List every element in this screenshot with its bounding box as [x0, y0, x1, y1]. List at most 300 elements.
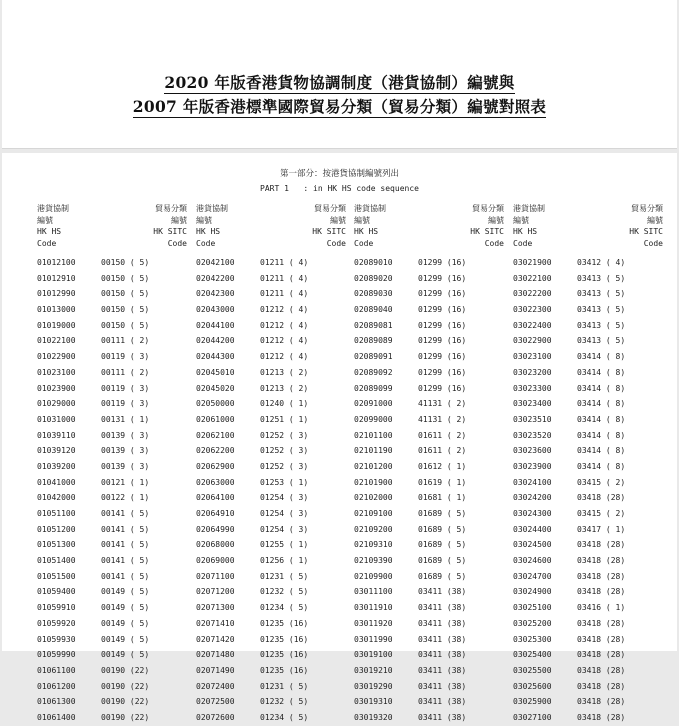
- column-header-row: [354, 203, 504, 215]
- table-row: [354, 459, 504, 475]
- sitc-header-label: 貿易分類: [631, 204, 663, 213]
- sitc-code: 03411 (38): [418, 587, 467, 597]
- sitc-code: 01253 ( 1): [260, 477, 309, 487]
- sitc-code: 00149 ( 5): [101, 618, 150, 628]
- sitc-code: 03415 ( 2): [577, 477, 626, 487]
- hs-header-label: Code: [513, 238, 533, 248]
- sitc-code: 03418 (28): [577, 493, 626, 503]
- table-row: [196, 333, 346, 349]
- table-row: [513, 255, 663, 271]
- sitc-code: 01299 (16): [418, 273, 467, 283]
- hs-code: 03024500: [513, 540, 552, 550]
- hs-code: 01023900: [37, 383, 76, 393]
- sitc-code: 00139 ( 3): [101, 461, 150, 471]
- sitc-code: 03414 ( 8): [577, 383, 626, 393]
- table-row: [37, 302, 187, 318]
- sitc-code: 01299 (16): [418, 352, 467, 362]
- hs-code: 03024200: [513, 493, 552, 503]
- hs-code: 02044200: [196, 336, 235, 346]
- column-header-row: [513, 238, 663, 250]
- hs-code: 03023510: [513, 414, 552, 424]
- table-row: [354, 569, 504, 585]
- table-row: [196, 271, 346, 287]
- hs-code: 02042100: [196, 258, 235, 267]
- sitc-code: 03413 ( 5): [577, 289, 626, 299]
- table-row: [354, 647, 504, 663]
- sitc-code: 01212 ( 4): [260, 305, 309, 315]
- sitc-code: 00122 ( 1): [101, 493, 150, 503]
- hs-code: 01022100: [37, 336, 76, 346]
- sitc-header-label: HK SITC: [629, 227, 663, 236]
- table-row: [196, 569, 346, 585]
- sitc-code: 00190 (22): [101, 665, 150, 675]
- sitc-code: 01211 ( 4): [260, 273, 309, 283]
- sitc-code: 03411 (38): [418, 697, 467, 707]
- table-row: [513, 381, 663, 397]
- hs-header-label: 港貨協制: [354, 204, 386, 213]
- sitc-header-label: 貿易分類: [314, 204, 346, 213]
- table-row: [513, 412, 663, 428]
- sitc-code: 03413 ( 5): [577, 320, 626, 330]
- hs-header-label: 編號: [37, 215, 53, 225]
- document-title-line-2: 2007 年版香港標準國際貿易分類（貿易分類）編號對照表: [132, 97, 547, 116]
- hs-code: 01012100: [37, 258, 76, 267]
- hs-code: 01051100: [37, 509, 76, 518]
- hs-code: 02064910: [196, 509, 235, 518]
- sitc-header-label: 編號: [330, 215, 346, 225]
- sitc-code: 00149 ( 5): [101, 587, 150, 597]
- part-subheading: PART 1 : in HK HS code sequence: [260, 184, 419, 193]
- hs-code: 02045010: [196, 367, 235, 377]
- column-header-row: [37, 238, 187, 250]
- hs-code: 02089010: [354, 258, 393, 267]
- table-column: [354, 153, 504, 722]
- table-row: [513, 679, 663, 695]
- table-row: [513, 663, 663, 679]
- sitc-header-label: 編號: [171, 215, 187, 225]
- sitc-code: 00141 ( 5): [101, 571, 150, 581]
- sitc-code: 03414 ( 8): [577, 352, 626, 362]
- table-row: [37, 490, 187, 506]
- table-row: [513, 302, 663, 318]
- table-row: [196, 443, 346, 459]
- sitc-header-label: HK SITC: [312, 227, 346, 236]
- hs-code: 01059910: [37, 603, 76, 613]
- hs-code: 02071200: [196, 587, 235, 597]
- hs-code: 03024900: [513, 587, 552, 597]
- table-row: [196, 459, 346, 475]
- hs-header-label: 港貨協制: [196, 204, 228, 213]
- sitc-code: 01299 (16): [418, 289, 467, 299]
- sitc-code: 01211 ( 4): [260, 258, 309, 267]
- hs-code: 01029000: [37, 399, 76, 409]
- sitc-code: 01254 ( 3): [260, 524, 309, 534]
- hs-header-label: HK HS: [513, 227, 538, 236]
- hs-code: 02109310: [354, 540, 393, 550]
- table-row: [37, 679, 187, 695]
- table-row: [513, 349, 663, 365]
- hs-code: 03022200: [513, 289, 552, 299]
- hs-code: 03024100: [513, 477, 552, 487]
- hs-code: 02072400: [196, 681, 235, 691]
- hs-code: 01012910: [37, 273, 76, 283]
- sitc-code: 01689 ( 5): [418, 540, 467, 550]
- hs-code: 02069000: [196, 556, 235, 566]
- hs-code: 03019210: [354, 665, 393, 675]
- sitc-code: 01299 (16): [418, 258, 467, 267]
- table-row: [196, 428, 346, 444]
- table-row: [513, 333, 663, 349]
- table-row: [354, 302, 504, 318]
- hs-code: 02061000: [196, 414, 235, 424]
- table-row: [354, 616, 504, 632]
- sitc-code: 03411 (38): [418, 665, 467, 675]
- table-row: [37, 663, 187, 679]
- sitc-code: 01611 ( 2): [418, 430, 467, 440]
- table-row: [513, 710, 663, 726]
- hs-header-label: Code: [354, 238, 374, 248]
- hs-code: 01031000: [37, 414, 76, 424]
- hs-code: 03011990: [354, 634, 393, 644]
- sitc-code: 01235 (16): [260, 618, 309, 628]
- table-row: [354, 396, 504, 412]
- hs-code: 01061200: [37, 681, 76, 691]
- hs-header-label: 港貨協制: [37, 204, 69, 213]
- sitc-code: 03416 ( 1): [577, 603, 626, 613]
- hs-code: 03019310: [354, 697, 393, 707]
- table-row: [354, 412, 504, 428]
- sitc-code: 41131 ( 2): [418, 414, 467, 424]
- column-header-row: [37, 226, 187, 238]
- sitc-header-label: HK SITC: [153, 227, 187, 236]
- hs-code: 02071100: [196, 571, 235, 581]
- sitc-code: 03414 ( 8): [577, 367, 626, 377]
- sitc-code: 00111 ( 2): [101, 367, 150, 377]
- table-row: [37, 412, 187, 428]
- sitc-code: 01681 ( 1): [418, 493, 467, 503]
- table-row: [513, 569, 663, 585]
- hs-code: 02062900: [196, 461, 235, 471]
- sitc-code: 01235 (16): [260, 650, 309, 660]
- table-row: [354, 318, 504, 334]
- table-row: [196, 475, 346, 491]
- table-row: [354, 255, 504, 271]
- table-row: [354, 553, 504, 569]
- hs-code: 01019000: [37, 320, 76, 330]
- sitc-code: 03418 (28): [577, 571, 626, 581]
- hs-code: 03024300: [513, 509, 552, 518]
- hs-code: 03023200: [513, 367, 552, 377]
- sitc-code: 01256 ( 1): [260, 556, 309, 566]
- table-row: [354, 475, 504, 491]
- table-column: [196, 153, 346, 722]
- table-row: [196, 616, 346, 632]
- table-row: [196, 522, 346, 538]
- hs-code: 01022900: [37, 352, 76, 362]
- table-row: [37, 632, 187, 648]
- sitc-code: 03418 (28): [577, 556, 626, 566]
- table-row: [354, 710, 504, 726]
- sitc-code: 03418 (28): [577, 681, 626, 691]
- column-header-row: [513, 226, 663, 238]
- table-row: [196, 584, 346, 600]
- hs-code: 02072600: [196, 712, 235, 722]
- column-header-row: [196, 226, 346, 238]
- hs-code: 01061300: [37, 697, 76, 707]
- table-row: [37, 475, 187, 491]
- table-row: [196, 318, 346, 334]
- hs-code: 01042000: [37, 493, 76, 503]
- hs-code: 03025200: [513, 618, 552, 628]
- sitc-code: 00141 ( 5): [101, 556, 150, 566]
- hs-code: 01061400: [37, 712, 76, 722]
- table-row: [196, 286, 346, 302]
- column-header-row: [354, 215, 504, 227]
- sitc-code: 01299 (16): [418, 336, 467, 346]
- sitc-code: 01212 ( 4): [260, 352, 309, 362]
- table-row: [513, 396, 663, 412]
- sitc-code: 01689 ( 5): [418, 571, 467, 581]
- hs-code: 01051200: [37, 524, 76, 534]
- sitc-code: 01232 ( 5): [260, 587, 309, 597]
- hs-code: 02109390: [354, 556, 393, 566]
- hs-code: 03022900: [513, 336, 552, 346]
- table-row: [513, 600, 663, 616]
- hs-code: 03025100: [513, 603, 552, 613]
- hs-code: 03024400: [513, 524, 552, 534]
- hs-code: 01013000: [37, 305, 76, 315]
- hs-code: 02091000: [354, 399, 393, 409]
- table-row: [196, 632, 346, 648]
- hs-code: 01051300: [37, 540, 76, 550]
- sitc-header-label: Code: [484, 238, 504, 248]
- sitc-code: 01235 (16): [260, 634, 309, 644]
- hs-code: 02045020: [196, 383, 235, 393]
- sitc-code: 01299 (16): [418, 367, 467, 377]
- sitc-code: 01232 ( 5): [260, 697, 309, 707]
- hs-code: 03023900: [513, 461, 552, 471]
- table-row: [37, 255, 187, 271]
- sitc-code: 01213 ( 2): [260, 367, 309, 377]
- sitc-code: 01234 ( 5): [260, 603, 309, 613]
- hs-code: 02099000: [354, 414, 393, 424]
- code-list: [354, 255, 504, 726]
- table-row: [513, 616, 663, 632]
- hs-code: 02089040: [354, 305, 393, 315]
- sitc-code: 01251 ( 1): [260, 414, 309, 424]
- sitc-code: 00150 ( 5): [101, 305, 150, 315]
- hs-code: 02089091: [354, 352, 393, 362]
- sitc-code: 00190 (22): [101, 681, 150, 691]
- hs-code: 02071480: [196, 650, 235, 660]
- hs-code: 02089030: [354, 289, 393, 299]
- hs-code: 02089081: [354, 320, 393, 330]
- table-row: [354, 349, 504, 365]
- code-list: [196, 255, 346, 726]
- table-row: [37, 365, 187, 381]
- hs-code: 03027100: [513, 712, 552, 722]
- table-row: [513, 647, 663, 663]
- sitc-code: 03417 ( 1): [577, 524, 626, 534]
- hs-code: 03019320: [354, 712, 393, 722]
- sitc-code: 03418 (28): [577, 634, 626, 644]
- hs-code: 02109900: [354, 571, 393, 581]
- sitc-code: 03411 (38): [418, 681, 467, 691]
- sitc-header-label: 編號: [488, 215, 504, 225]
- sitc-code: 00119 ( 3): [101, 383, 150, 393]
- hs-code: 03023520: [513, 430, 552, 440]
- sitc-header-label: Code: [643, 238, 663, 248]
- table-row: [37, 396, 187, 412]
- code-list: [513, 255, 663, 726]
- sitc-code: 01299 (16): [418, 305, 467, 315]
- sitc-code: 01255 ( 1): [260, 540, 309, 550]
- table-row: [354, 522, 504, 538]
- column-header-row: [196, 215, 346, 227]
- table-row: [513, 584, 663, 600]
- hs-code: 01041000: [37, 477, 76, 487]
- hs-header-label: HK HS: [196, 227, 221, 236]
- sitc-code: 03414 ( 8): [577, 430, 626, 440]
- column-header-row: [196, 238, 346, 250]
- sitc-code: 00141 ( 5): [101, 540, 150, 550]
- table-row: [196, 490, 346, 506]
- hs-code: 01023100: [37, 367, 76, 377]
- table-row: [513, 443, 663, 459]
- table-row: [513, 286, 663, 302]
- sitc-code: 00139 ( 3): [101, 430, 150, 440]
- table-row: [513, 318, 663, 334]
- table-row: [354, 584, 504, 600]
- sitc-code: 01231 ( 5): [260, 571, 309, 581]
- sitc-code: 00150 ( 5): [101, 289, 150, 299]
- sitc-code: 01254 ( 3): [260, 493, 309, 503]
- sitc-code: 01213 ( 2): [260, 383, 309, 393]
- sitc-code: 00149 ( 5): [101, 650, 150, 660]
- hs-code: 02044300: [196, 352, 235, 362]
- hs-code: 01061100: [37, 665, 76, 675]
- sitc-code: 03411 (38): [418, 650, 467, 660]
- hs-code: 02068000: [196, 540, 235, 550]
- sitc-header-label: 貿易分類: [155, 204, 187, 213]
- hs-code: 02071420: [196, 634, 235, 644]
- column-header: [354, 203, 504, 249]
- sitc-code: 01689 ( 5): [418, 509, 467, 518]
- table-row: [513, 428, 663, 444]
- table-row: [37, 381, 187, 397]
- sitc-code: 00141 ( 5): [101, 509, 150, 518]
- hs-code: 02043000: [196, 305, 235, 315]
- hs-header-label: Code: [196, 238, 216, 248]
- table-row: [513, 475, 663, 491]
- hs-code: 02064990: [196, 524, 235, 534]
- sitc-code: 01252 ( 3): [260, 446, 309, 456]
- sitc-code: 01212 ( 4): [260, 320, 309, 330]
- table-row: [37, 318, 187, 334]
- table-row: [37, 286, 187, 302]
- table-row: [196, 710, 346, 726]
- hs-code: 01051500: [37, 571, 76, 581]
- document-cover: [2, 0, 677, 149]
- table-page: [2, 153, 677, 722]
- sitc-code: 03418 (28): [577, 650, 626, 660]
- table-row: [37, 600, 187, 616]
- sitc-code: 03418 (28): [577, 618, 626, 628]
- table-row: [196, 663, 346, 679]
- column-header-row: [513, 215, 663, 227]
- sitc-code: 03418 (28): [577, 587, 626, 597]
- hs-code: 03023100: [513, 352, 552, 362]
- hs-code: 03022100: [513, 273, 552, 283]
- table-row: [37, 616, 187, 632]
- sitc-header-label: Code: [326, 238, 346, 248]
- hs-code: 02101200: [354, 461, 393, 471]
- sitc-code: 03418 (28): [577, 665, 626, 675]
- hs-code: 02071410: [196, 618, 235, 628]
- hs-code: 01059930: [37, 634, 76, 644]
- hs-code: 02064100: [196, 493, 235, 503]
- hs-code: 02071300: [196, 603, 235, 613]
- hs-code: 02102000: [354, 493, 393, 503]
- hs-header-label: HK HS: [354, 227, 379, 236]
- hs-code: 03019290: [354, 681, 393, 691]
- table-row: [196, 302, 346, 318]
- sitc-code: 01611 ( 2): [418, 446, 467, 456]
- sitc-code: 01612 ( 1): [418, 461, 467, 471]
- sitc-code: 01252 ( 3): [260, 430, 309, 440]
- hs-code: 02042300: [196, 289, 235, 299]
- table-row: [196, 349, 346, 365]
- sitc-code: 41131 ( 2): [418, 399, 467, 409]
- hs-code: 02109200: [354, 524, 393, 534]
- sitc-code: 03413 ( 5): [577, 336, 626, 346]
- hs-code: 02109100: [354, 509, 393, 518]
- sitc-code: 03418 (28): [577, 712, 626, 722]
- table-row: [513, 365, 663, 381]
- sitc-code: 01234 ( 5): [260, 712, 309, 722]
- hs-code: 03023400: [513, 399, 552, 409]
- sitc-code: 00121 ( 1): [101, 477, 150, 487]
- sitc-code: 01231 ( 5): [260, 681, 309, 691]
- table-row: [37, 271, 187, 287]
- sitc-code: 00150 ( 5): [101, 320, 150, 330]
- hs-code: 02101100: [354, 430, 393, 440]
- hs-code: 02062100: [196, 430, 235, 440]
- table-row: [354, 679, 504, 695]
- table-row: [196, 647, 346, 663]
- sitc-code: 00190 (22): [101, 697, 150, 707]
- column-header: [37, 203, 187, 249]
- hs-code: 01059920: [37, 618, 76, 628]
- hs-header-label: 編號: [513, 215, 529, 225]
- table-row: [37, 584, 187, 600]
- table-row: [196, 679, 346, 695]
- table-row: [196, 537, 346, 553]
- sitc-header-label: HK SITC: [470, 227, 504, 236]
- sitc-code: 00149 ( 5): [101, 603, 150, 613]
- sitc-code: 01299 (16): [418, 320, 467, 330]
- sitc-code: 00111 ( 2): [101, 336, 150, 346]
- hs-code: 02042200: [196, 273, 235, 283]
- sitc-header-label: 貿易分類: [472, 204, 504, 213]
- sitc-code: 03414 ( 8): [577, 399, 626, 409]
- sitc-header-label: Code: [167, 238, 187, 248]
- hs-code: 03011910: [354, 603, 393, 613]
- hs-code: 01039110: [37, 430, 76, 440]
- table-row: [354, 632, 504, 648]
- table-row: [196, 506, 346, 522]
- code-list: [37, 255, 187, 726]
